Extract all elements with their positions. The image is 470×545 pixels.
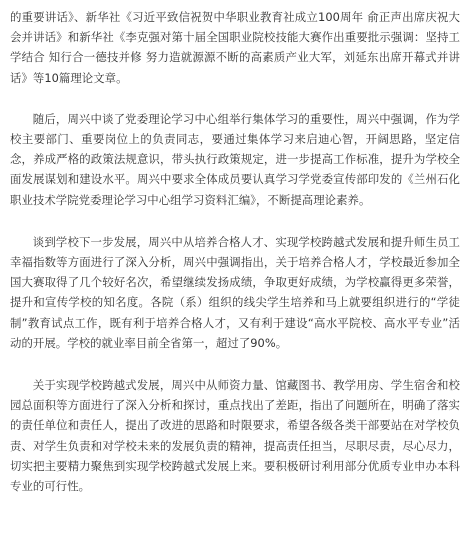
paragraph-spacer — [10, 88, 460, 109]
article-paragraph-1: 的重要讲话》、新华社《习近平致信祝贺中华职业教育社成立100周年 俞正声出席庆祝大会并讲话》和新华社《李克强对第十届全国职业院校技能大赛作出重要批示强调：坚持工学结合 知行合一德技并修 努力造就源源不断的高素质产业大军，刘延东出席开幕式并讲话》等10篇理论文章。 — [10, 10, 460, 85]
paragraph-spacer — [10, 353, 460, 375]
paragraph-spacer — [10, 210, 460, 232]
article-paragraph-3: 谈到学校下一步发展，周兴中从培养合格人才、实现学校跨越式发展和提升师生员工幸福指数等方面进行了深入分析，周兴中强调指出，关于培养合格人才，学校最近参加全国大赛取得了几个较好名次，希望继续发扬成绩，争取更好成绩，为学校赢得更多荣誉，提升和宣传学校的知名度。各院（系）组织的线尖学生培养和马上就要组织进行的“学徒制”教育试点工作，既有利于培养合格人才，又有利于建设“高水平院校、高水平专业”活动的开展。学校的就业率目前全省第一，超过了90%。 — [10, 234, 460, 350]
article-paragraph-2: 随后，周兴中谈了党委理论学习中心组举行集体学习的重要性，周兴中强调，作为学校主要部门、重要岗位上的负责同志，要通过集体学习来启迪心智，开阔思路，坚定信念，养成严格的政策法规意识，带头执行政策规定，进一步提高工作标准，提升为学校全面发展谋划和建设水平。周兴中要求全体成员要认真学习学党委宣传部印发的《兰州石化职业技术学院党委理论学习中心组学习资料汇编》，不断提高理论素养。 — [10, 111, 460, 207]
article-paragraph-4: 关于实现学校跨越式发展，周兴中从师资力量、馆藏图书、教学用房、学生宿舍和校园总面积等方面进行了深入分析和探讨，重点找出了差距，指出了问题所在，明确了落实的责任单位和责任人，提出了改进的思路和时限要求，希望各级各类干部要站在对学校负责、对学生负责和对学校未来的发展负责的精神，提高责任担当，尽职尽责，尽心尽力，切实把主要精力聚焦到实现学校跨越式发展上来。要积极研讨利用部分优质专业申办本科专业的可行性。 — [10, 378, 460, 494]
